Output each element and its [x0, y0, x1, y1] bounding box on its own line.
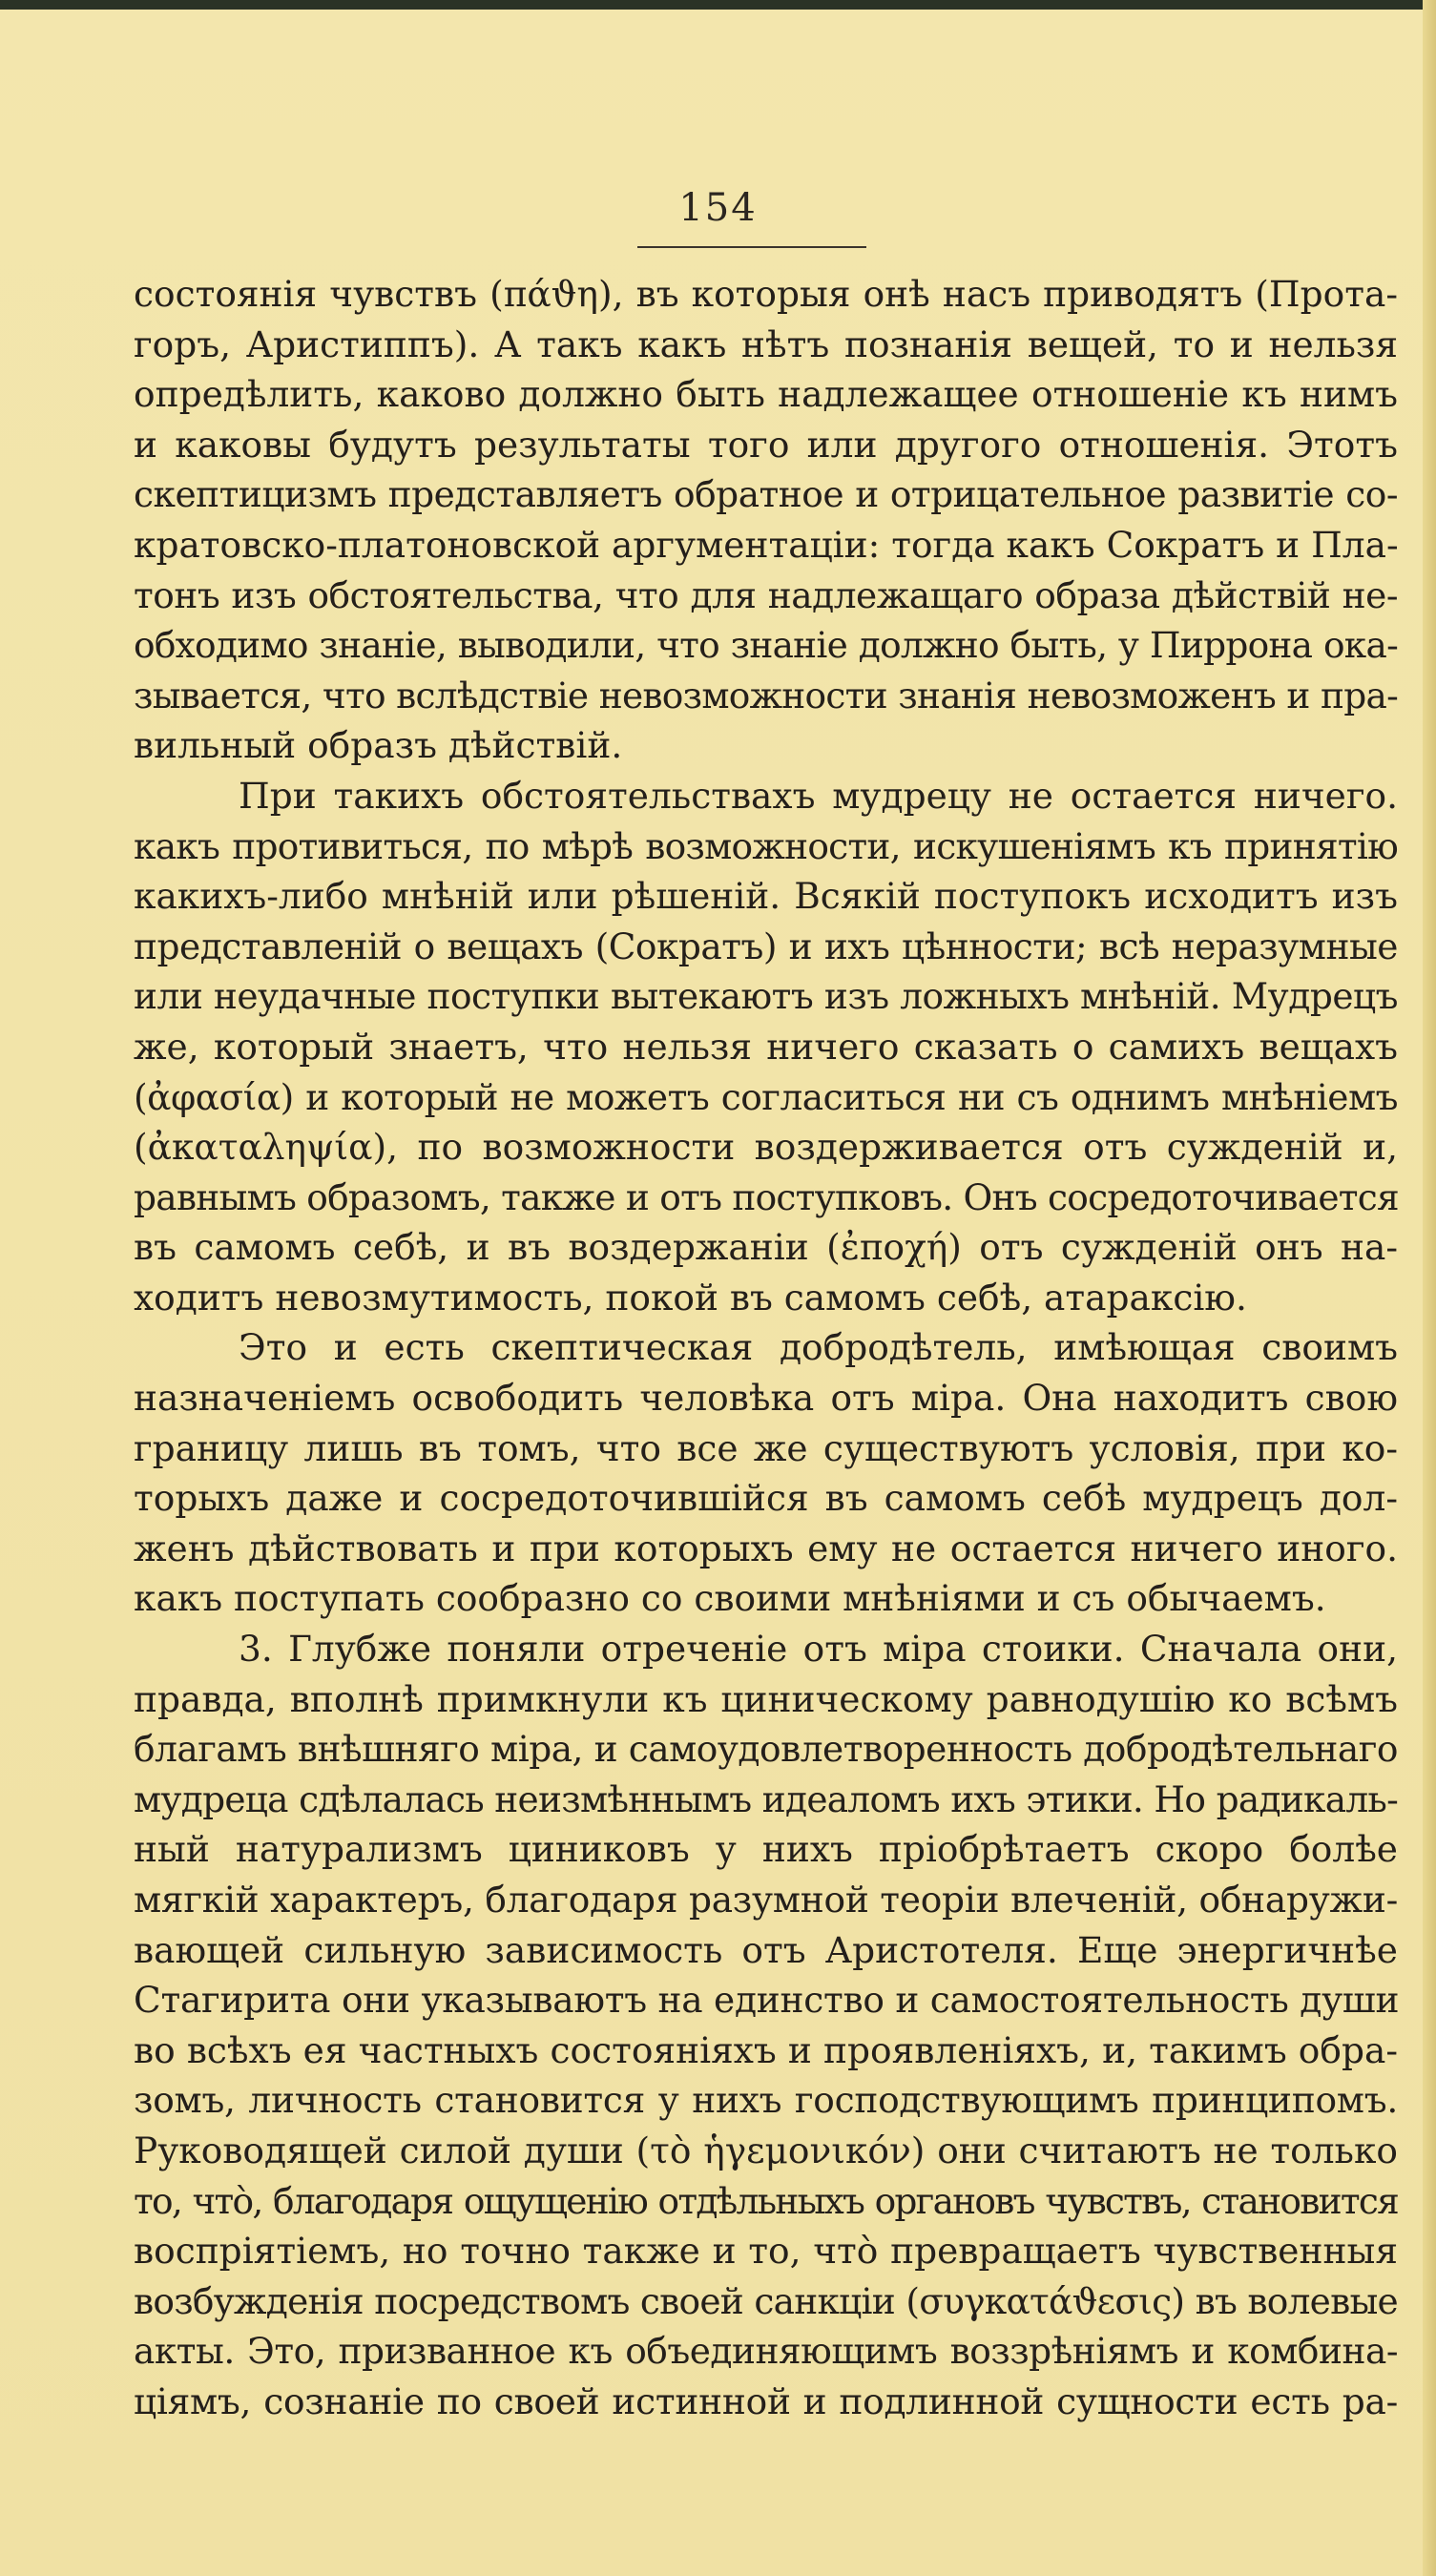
text-line: При такихъ обстоятельствахъ мудрецу не остается ничего. [239, 774, 1398, 817]
text-line: (ἀφασία) и который не можетъ согласиться ни съ однимъ мнѣніемъ [134, 1075, 1398, 1118]
text-line: Руководящей силой души (τὸ ἡγεμονικόν) они считаютъ не только [134, 2129, 1398, 2171]
text-line: вильный образъ дѣйствій. [134, 724, 623, 767]
text-line: какъ поступать сообразно со своими мнѣніями и съ обычаемъ. [134, 1577, 1326, 1620]
text-line: воспріятіемъ, но точно также и то, что̀ превращаетъ чувственныя [134, 2230, 1398, 2273]
text-line: мудреца сдѣлалась неизмѣннымъ идеаломъ ихъ этики. Но радикаль- [134, 1777, 1398, 1820]
text-line: какъ противиться, по мѣрѣ возможности, искушеніямъ къ принятію [134, 824, 1398, 867]
text-line: же, который знаетъ, что нельзя ничего сказать о самихъ вещахъ [134, 1025, 1398, 1068]
paragraph-1 [134, 269, 1398, 771]
text-line: то, что̀, благодаря ощущенію отдѣльныхъ органовъ чувствъ, становится [134, 2179, 1398, 2222]
text-line: границу лишь въ томъ, что все же существуютъ условія, при ко- [134, 1426, 1398, 1469]
text-line: (ἀκαταληψία), по возможности воздерживается отъ сужденій и, [134, 1126, 1398, 1169]
text-line: назначеніемъ освободить человѣка отъ міра. Она находитъ свою [134, 1377, 1398, 1420]
text-line: во всѣхъ ея частныхъ состояніяхъ и проявленіяхъ, и, такимъ обра- [134, 2028, 1398, 2071]
text-line: какихъ-либо мнѣній или рѣшеній. Всякій поступокъ исходитъ изъ [134, 875, 1398, 918]
text-line: обходимо знаніе, выводили, что знаніе должно быть, у Пиррона ока- [134, 624, 1398, 667]
page-header [0, 186, 1436, 230]
text-line: опредѣлить, каково должно быть надлежащее отношеніе къ нимъ [134, 373, 1398, 416]
header-rule [637, 246, 866, 248]
paragraph-3 [134, 1322, 1398, 1624]
page-right-edge [1423, 0, 1436, 2576]
text-line: 3. Глубже поняли отреченіе отъ міра стоики. Сначала они, [239, 1628, 1398, 1671]
text-line: равнымъ образомъ, также и отъ поступковъ. Онъ сосредоточивается [134, 1175, 1399, 1218]
text-line: ходитъ невозмутимость, покой въ самомъ себѣ, атараксію. [134, 1276, 1247, 1319]
text-line: горъ, Аристиппъ). А такъ какъ нѣтъ познанія вещей, то и нельзя [134, 322, 1398, 365]
scan-top-border [0, 0, 1436, 10]
text-line: торыхъ даже и сосредоточившійся въ самомъ себѣ мудрецъ дол- [134, 1477, 1398, 1520]
text-line: Это и есть скептическая добродѣтель, имѣющая своимъ [239, 1326, 1398, 1369]
paragraph-2 [134, 771, 1398, 1323]
text-line: ціямъ, сознаніе по своей истинной и подлинной сущности есть ра- [134, 2379, 1398, 2422]
text-line: зывается, что вслѣдствіе невозможности знанія невозможенъ и пра- [134, 674, 1398, 717]
text-line: мягкій характеръ, благодаря разумной теоріи влеченій, обнаружи- [134, 1879, 1398, 1921]
text-line: или неудачные поступки вытекаютъ изъ ложныхъ мнѣній. Мудрецъ [134, 975, 1398, 1018]
text-line: и каковы будутъ результаты того или другого отношенія. Этотъ [134, 423, 1398, 466]
text-line: правда, вполнѣ примкнули къ циническому равнодушію ко всѣмъ [134, 1677, 1398, 1720]
text-line: вающей сильную зависимость отъ Аристотеля. Еще энергичнѣе [134, 1928, 1398, 1971]
text-line: женъ дѣйствовать и при которыхъ ему не остается ничего иного. [134, 1527, 1398, 1569]
page-number: 154 [678, 186, 758, 230]
text-line: представленій о вещахъ (Сократъ) и ихъ цѣнности; всѣ неразумные [134, 924, 1398, 967]
text-line: Стагирита они указываютъ на единство и самостоятельность души [134, 1979, 1400, 2022]
text-line: акты. Это, призванное къ объединяющимъ воззрѣніямъ и комбина- [134, 2330, 1398, 2373]
body-text [134, 269, 1398, 2427]
text-line: зомъ, личность становится у нихъ господствующимъ принципомъ. [134, 2079, 1398, 2122]
text-line: благамъ внѣшняго міра, и самоудовлетворенность добродѣтельнаго [134, 1728, 1398, 1771]
text-line: кратовско-платоновской аргументаціи: тогда какъ Сократъ и Пла- [134, 523, 1399, 566]
text-line: ный натурализмъ циниковъ у нихъ пріобрѣтаетъ скоро болѣе [134, 1828, 1398, 1871]
text-line: въ самомъ себѣ, и въ воздержаніи (ἐποχή) отъ сужденій онъ на- [134, 1226, 1398, 1269]
text-line: состоянія чувствъ (πάϑη), въ которыя онѣ насъ приводятъ (Прота- [134, 273, 1398, 315]
text-line: тонъ изъ обстоятельства, что для надлежащаго образа дѣйствій не- [134, 573, 1398, 616]
text-line: возбужденія посредствомъ своей санкціи (συγκατάϑεσις) въ волевые [134, 2279, 1398, 2322]
paragraph-4 [134, 1624, 1398, 2427]
text-line: скептицизмъ представляетъ обратное и отрицательное развитіе со- [134, 473, 1398, 516]
